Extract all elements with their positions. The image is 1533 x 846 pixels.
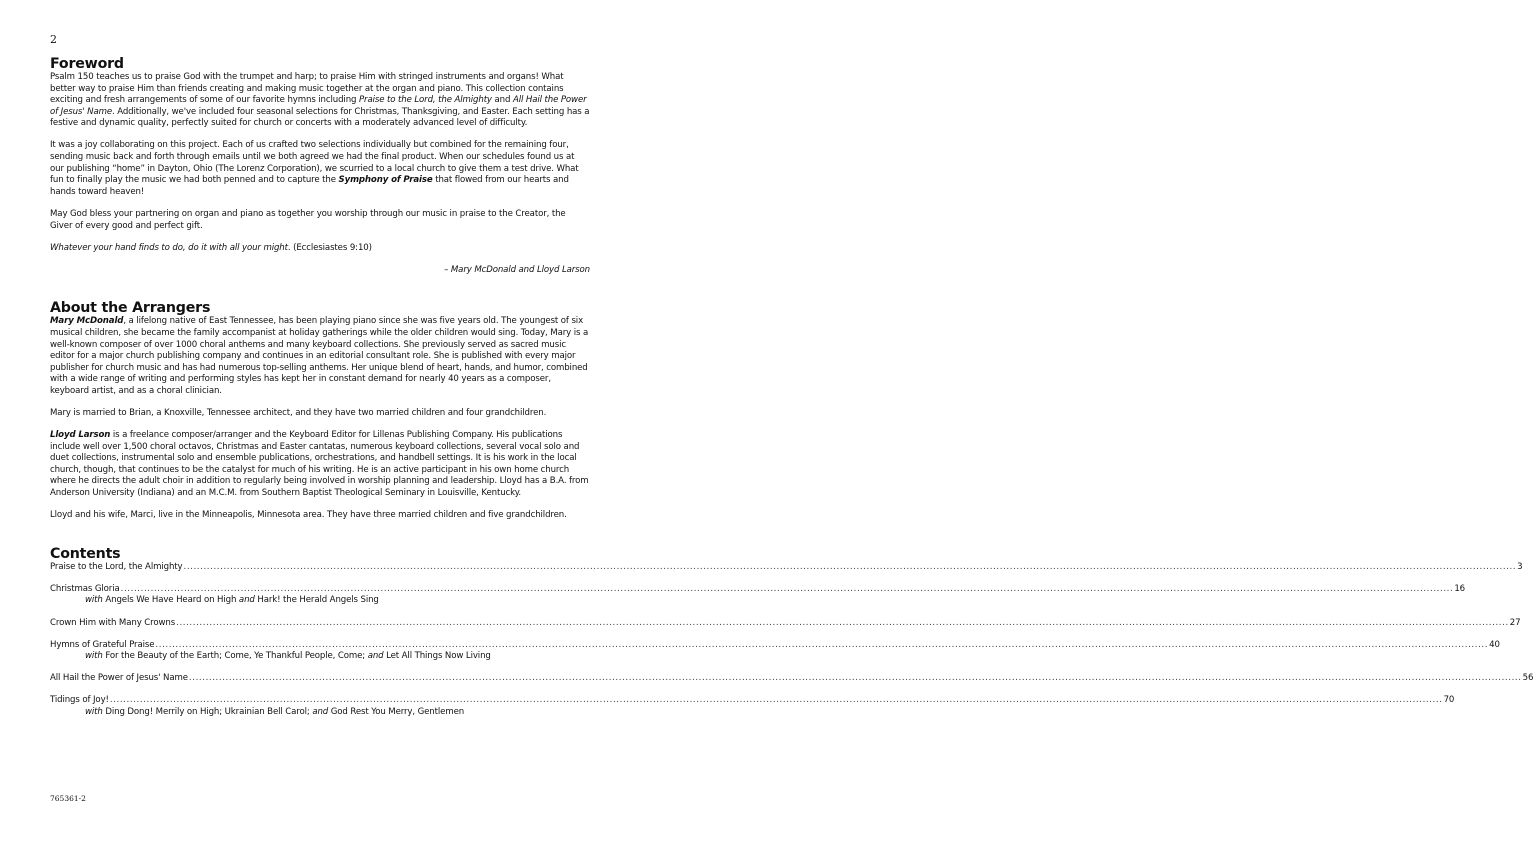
collection-title: Symphony of Praise — [338, 175, 433, 186]
toc-entry[interactable] — [50, 583, 1466, 607]
foreword-heading: Foreword — [50, 56, 124, 72]
toc-page: 16 — [1454, 583, 1466, 594]
toc-subtitle: with Angels We Have Heard on High and Hark! the Herald Angels Sing — [85, 595, 379, 606]
hymn-title: All Hail the Power of Jesus' Name — [50, 95, 587, 117]
foreword-signature: – Mary McDonald and Lloyd Larson — [444, 264, 590, 275]
foreword-paragraph-1: Psalm 150 teaches us to praise God with the trumpet and harp; to praise Him with stringed instruments and organs! What better way to praise Him than friends creating and making music together at the organ and piano. This collection contains exciting and fresh arrangements of some of our favorite hymns including Praise to the Lord, the Almighty and All Hail the Power of Jesus' Name. Additionally, we've included four seasonal selections for Christmas, Thanksgiving, and Easter. Each setting has a festive and dynamic quality, perfectly suited for church or concerts with a moderately advanced level of difficulty. — [50, 72, 590, 129]
toc-title: All Hail the Power of Jesus' Name — [50, 673, 188, 684]
foreword-paragraph-3: May God bless your partnering on organ and piano as together you worship through our music in praise to the Creator, the Giver of every good and perfect gift. — [50, 208, 566, 231]
toc-subtitle: with For the Beauty of the Earth; Come, Ye Thankful People, Come; and Let All Things Now Living — [85, 651, 491, 662]
toc-leader-dots: ................................................................................................................................................................................................................................................................................................................................................................................................................ — [109, 695, 1443, 706]
toc-leader-dots: ................................................................................................................................................................................................................................................................................................................................................................................................................ — [188, 673, 1522, 684]
arrangers-heading: About the Arrangers — [50, 300, 211, 317]
toc-title: Crown Him with Many Crowns — [50, 617, 176, 628]
toc-page: 27 — [1509, 617, 1521, 628]
lloyd-family: Lloyd and his wife, Marci, live in the Minneapolis, Minnesota area. They have three married children and five grandchildren. — [50, 510, 567, 521]
toc-leader-dots: ................................................................................................................................................................................................................................................................................................................................................................................................................ — [176, 617, 1509, 628]
arranger-name: Mary McDonald — [50, 316, 124, 327]
foreword-scripture: Whatever your hand finds to do, do it with all your might. (Ecclesiastes 9:10) — [50, 242, 372, 253]
hymn-title: Praise to the Lord, the Almighty — [358, 95, 492, 106]
contents-heading: Contents — [50, 545, 121, 562]
catalog-number: 765361-2 — [50, 794, 86, 803]
toc-entry[interactable] — [50, 561, 1523, 574]
mary-bio: Mary McDonald, a lifelong native of East Tennessee, has been playing piano since she was five years old. The youngest of six musical children, she became the family accompanist at holiday gatherings while the older children would sing. Today, Mary is a well-known composer of over 1000 choral anthems and many keyboard collections. She previously served as sacred music editor for a major church publishing company and continues in an editorial consultant role. She is published with every major publisher for church music and has had numerous top-selling anthems. Her unique blend of heart, hands, and humor, combined with a wide range of writing and performing styles has kept her in constant demand for nearly 40 years as a composer, keyboard artist, and as a choral clinician. — [50, 316, 589, 396]
contents-section — [50, 545, 1533, 719]
arrangers-section — [50, 300, 590, 521]
toc-leader-dots: ................................................................................................................................................................................................................................................................................................................................................................................................................ — [120, 583, 1454, 594]
arranger-name: Lloyd Larson — [50, 430, 111, 441]
toc-leader-dots: ................................................................................................................................................................................................................................................................................................................................................................................................................ — [155, 639, 1489, 650]
lloyd-bio: Lloyd Larson is a freelance composer/arranger and the Keyboard Editor for Lillenas Publishing Company. His publications include well over 1,500 choral octavos, Christmas and Easter cantatas, numerous keyboard collections, several vocal solo and duet collections, instrumental solo and ensemble publications, orchestrations, and handbell settings. It is his work in the local church, though, that continues to be the catalyst for much of his writing. He is an active participant in his own home church where he directs the adult choir in addition to regularly being involved in worship planning and leadership. Lloyd has a B.A. from Anderson University (Indiana) and an M.C.M. from Southern Baptist Theological Seminary in Louisville, Kentucky. — [50, 430, 589, 499]
toc-page: 3 — [1517, 561, 1523, 572]
page-content — [50, 56, 1533, 729]
toc-page: 40 — [1489, 639, 1500, 650]
page-number: 2 — [50, 33, 57, 46]
foreword-paragraph-2: It was a joy collaborating on this project. Each of us crafted two selections individually but combined for the remaining four, sending music back and forth through emails until we both agreed we had the final product. When our schedules found us at our publishing “home” in Dayton, Ohio (The Lorenz Corporation), we scurried to a local church to give them a test drive. What fun to finally play the music we had both penned and to capture the Symphony of Praise that flowed from our hearts and hands toward heaven! — [50, 140, 579, 197]
toc-leader-dots: ................................................................................................................................................................................................................................................................................................................................................................................................................ — [183, 561, 1517, 572]
toc-page: 56 — [1522, 673, 1533, 684]
toc-page: 70 — [1443, 695, 1455, 706]
toc-title: Hymns of Grateful Praise — [50, 639, 155, 650]
toc-title: Christmas Gloria — [50, 583, 120, 594]
toc-title: Praise to the Lord, the Almighty — [50, 561, 183, 572]
mary-family: Mary is married to Brian, a Knoxville, Tennessee architect, and they have two married children and four grandchildren. — [50, 407, 547, 418]
toc-entry[interactable] — [50, 617, 1521, 630]
toc-entry[interactable] — [50, 639, 1500, 663]
toc-entry[interactable] — [50, 673, 1533, 685]
toc-subtitle: with Ding Dong! Merrily on High; Ukrainian Bell Carol; and God Rest You Merry, Gentlemen — [85, 706, 465, 717]
table-of-contents — [50, 561, 1533, 719]
toc-entry[interactable] — [50, 695, 1455, 718]
toc-title: Tidings of Joy! — [50, 695, 109, 706]
